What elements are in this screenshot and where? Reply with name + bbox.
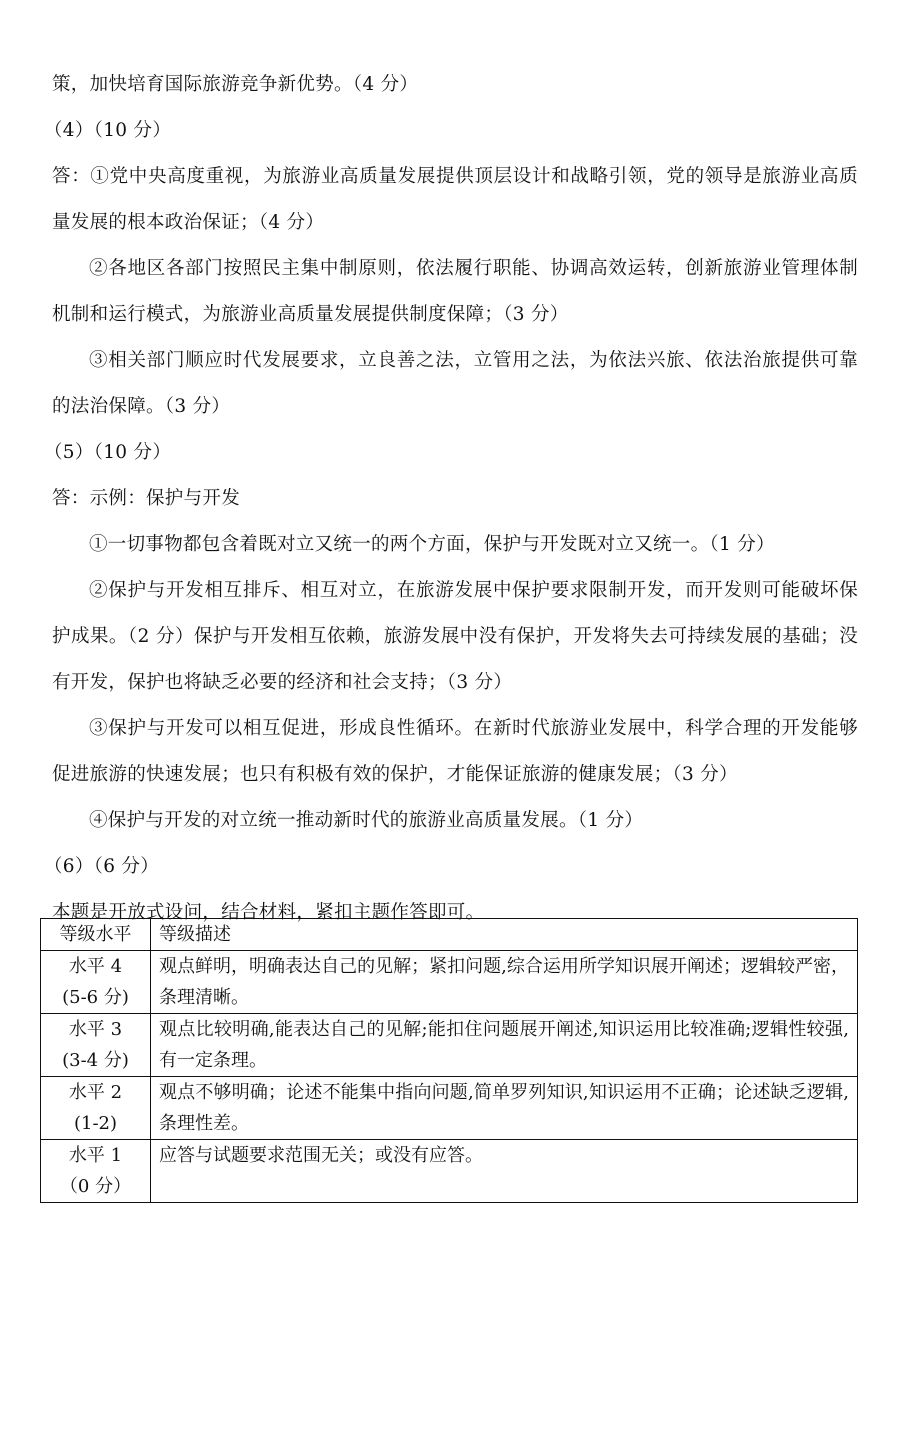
question-4-heading: （4）（10 分） <box>44 120 172 141</box>
level-description: 观点鲜明，明确表达自己的见解；紧扣问题,综合运用所学知识展开阐述；逻辑较严密，条理清晰。 <box>151 951 858 1014</box>
question-5-answer-point-2: ②保护与开发相互排斥、相互对立，在旅游发展中保护要求限制开发，而开发则可能破坏保护成果。（2 分）保护与开发相互依赖，旅游发展中没有保护，开发将失去可持续发展的基础；没有开发，保护也将缺乏必要的经济和社会支持；（3 分） <box>52 580 858 693</box>
level-cell <box>41 951 151 1014</box>
table-row <box>41 1140 858 1203</box>
table-header-row <box>41 919 858 951</box>
level-score: (1-2) <box>73 1113 118 1134</box>
level-name: 水平 1 <box>68 1145 123 1166</box>
header-description: 等级描述 <box>151 919 858 951</box>
scoring-rubric-table <box>40 918 858 1203</box>
table-row <box>41 951 858 1014</box>
question-5-heading: （5）（10 分） <box>44 442 172 463</box>
question-6-intro: 本题是开放式设问，结合材料，紧扣主题作答即可。 <box>52 902 485 923</box>
level-description: 观点比较明确,能表达自己的见解;能扣住问题展开阐述,知识运用比较准确;逻辑性较强,有一定条理。 <box>151 1014 858 1077</box>
level-score: (5-6 分) <box>62 987 129 1008</box>
question-5-answer-point-4: ④保护与开发的对立统一推动新时代的旅游业高质量发展。（1 分） <box>89 810 644 831</box>
question-5-answer-point-1: ①一切事物都包含着既对立又统一的两个方面，保护与开发既对立又统一。（1 分） <box>89 534 775 555</box>
level-score: (3-4 分) <box>62 1050 129 1071</box>
level-score: （0 分） <box>59 1176 132 1197</box>
answer-document <box>44 62 858 936</box>
question-4-answer-point-1: 答：①党中央高度重视，为旅游业高质量发展提供顶层设计和战略引领，党的领导是旅游业高质量发展的根本政治保证；（4 分） <box>52 166 858 233</box>
question-4-answer-point-2: ②各地区各部门按照民主集中制原则，依法履行职能、协调高效运转，创新旅游业管理体制机制和运行模式，为旅游业高质量发展提供制度保障；（3 分） <box>52 258 858 325</box>
level-cell <box>41 1077 151 1140</box>
question-6-heading: （6）（6 分） <box>44 856 160 877</box>
level-name: 水平 2 <box>68 1082 123 1103</box>
level-name: 水平 3 <box>68 1019 123 1040</box>
question-5-answer-point-3: ③保护与开发可以相互促进，形成良性循环。在新时代旅游业发展中，科学合理的开发能够促进旅游的快速发展；也只有积极有效的保护，才能保证旅游的健康发展；（3 分） <box>52 718 858 785</box>
level-description: 观点不够明确；论述不能集中指向问题,简单罗列知识,知识运用不正确；论述缺乏逻辑,条理性差。 <box>151 1077 858 1140</box>
table-row <box>41 1077 858 1140</box>
question-4-answer-point-3: ③相关部门顺应时代发展要求，立良善之法，立管用之法，为依法兴旅、依法治旅提供可靠的法治保障。（3 分） <box>52 350 858 417</box>
level-cell <box>41 1140 151 1203</box>
header-level: 等级水平 <box>41 919 151 951</box>
level-name: 水平 4 <box>68 956 123 977</box>
continued-answer-line: 策，加快培育国际旅游竞争新优势。（4 分） <box>52 74 419 95</box>
level-description: 应答与试题要求范围无关；或没有应答。 <box>151 1140 858 1203</box>
question-5-answer-intro: 答：示例：保护与开发 <box>52 488 241 509</box>
level-cell <box>41 1014 151 1077</box>
table-row <box>41 1014 858 1077</box>
